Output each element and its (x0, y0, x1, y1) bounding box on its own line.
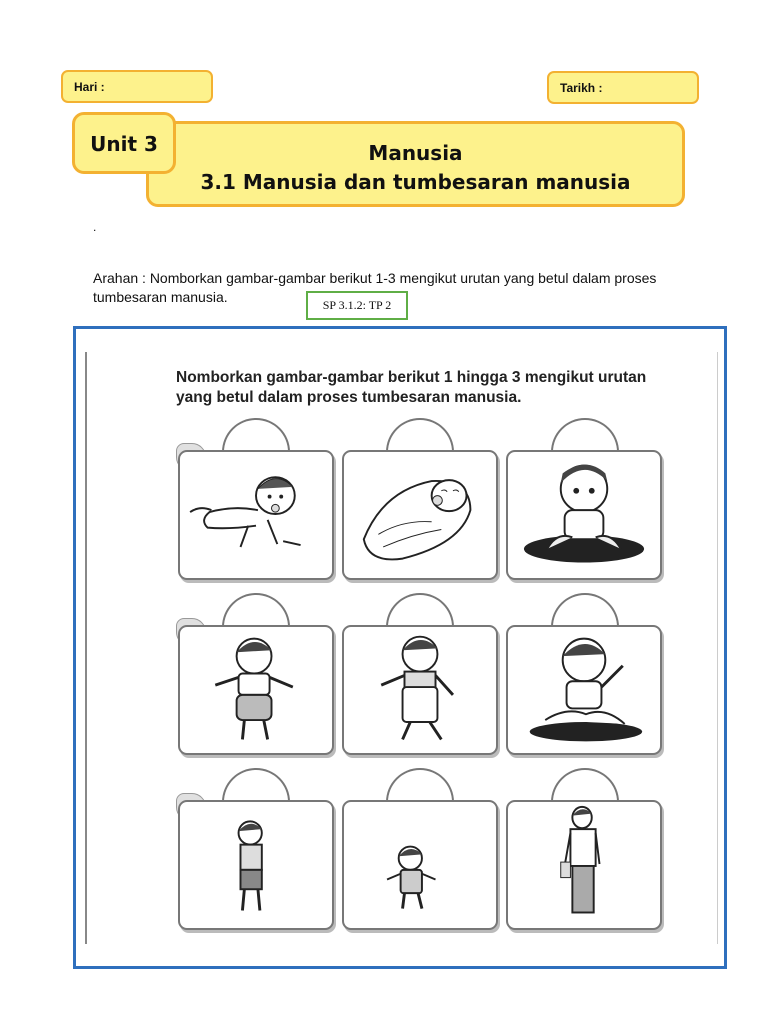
baby-waving-icon (508, 627, 660, 753)
picture-toddler-walking (178, 625, 334, 755)
tarikh-field[interactable] (547, 71, 699, 104)
stray-mark: . (93, 220, 97, 234)
picture-toddler-in-overalls (342, 800, 498, 930)
toddler-walking-icon (180, 627, 332, 753)
page-title: Manusia (368, 141, 463, 165)
teen-boy-icon (508, 802, 660, 928)
page-subtitle: 3.1 Manusia dan tumbesaran manusia (200, 170, 631, 194)
hari-label: Hari : (74, 80, 105, 94)
picture-boy-in-overalls (342, 625, 498, 755)
tarikh-label: Tarikh : (560, 81, 603, 95)
crawling-baby-icon (180, 452, 332, 578)
swaddled-baby-icon (344, 452, 496, 578)
toddler-overalls-icon (344, 802, 496, 928)
small-boy-icon (180, 802, 332, 928)
picture-teen-boy-standing (506, 800, 662, 930)
worksheet-question: Nomborkan gambar-gambar berikut 1 hingga 3 mengikut urutan yang betul dalam proses tumbesaran manusia. (176, 369, 647, 406)
title-banner (146, 121, 685, 207)
picture-baby-sitting-waving (506, 625, 662, 755)
picture-crawling-baby (178, 450, 334, 580)
standard-code-box: SP 3.1.2: TP 2 (306, 291, 408, 320)
picture-small-boy-standing (178, 800, 334, 930)
hari-field[interactable] (61, 70, 213, 103)
unit-badge (72, 112, 176, 174)
picture-swaddled-baby (342, 450, 498, 580)
boy-overalls-icon (344, 627, 496, 753)
unit-label: Unit 3 (90, 132, 158, 156)
instruction-text: Arahan : Nomborkan gambar-gambar berikut 1-3 mengikut urutan yang betul dalam proses tumbesaran manusia. (93, 270, 657, 305)
picture-sitting-baby (506, 450, 662, 580)
sitting-baby-icon (508, 452, 660, 578)
